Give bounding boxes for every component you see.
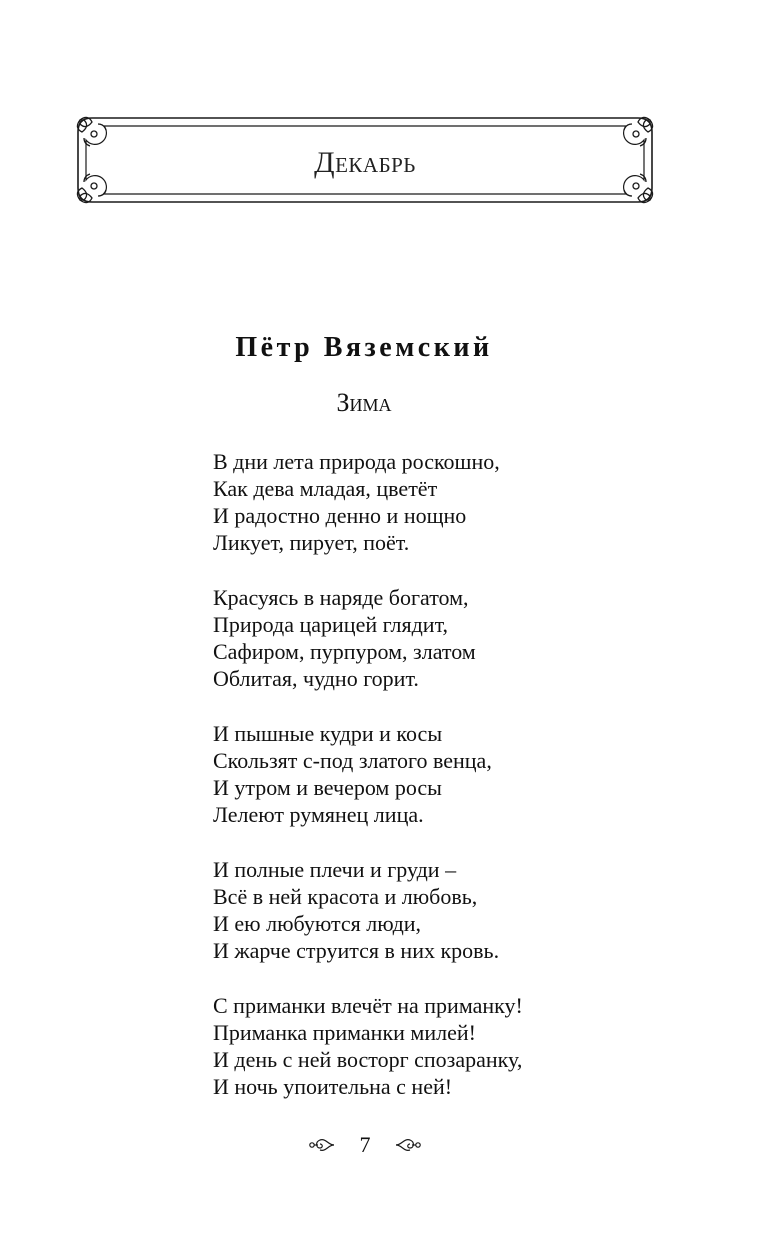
page-number: 7 [359, 1132, 371, 1157]
poem-line: И ночь упоительна с ней! [213, 1074, 453, 1099]
poem-line: И радостно денно и нощно [213, 503, 467, 528]
poem-line: В дни лета природа роскошно, [213, 449, 500, 474]
page-footer [300, 1128, 430, 1162]
poem-title: Зима [336, 388, 392, 417]
poem-body [213, 448, 633, 1128]
poem-line: Приманка приманки милей! [213, 1020, 476, 1045]
poem-line: И полные плечи и груди – [213, 857, 457, 882]
poem-line: С приманки влечёт на приманку! [213, 993, 523, 1018]
section-header-frame [70, 110, 660, 210]
poem-line: И пышные кудри и косы [213, 721, 443, 746]
poem-line: И ею любуются люди, [213, 911, 422, 936]
poem-line: И жарче струится в них кровь. [213, 938, 500, 963]
poem-line: И день с ней восторг спозаранку, [213, 1047, 523, 1072]
poem-line: Облитая, чудно горит. [213, 666, 419, 691]
stanza [213, 720, 633, 828]
poem-line: Красуясь в наряде богатом, [213, 585, 469, 610]
poem-line: И утром и вечером росы [213, 775, 442, 800]
stanza [213, 584, 633, 692]
poem-line: Лелеют румянец лица. [213, 802, 424, 827]
poem-line: Ликует, пирует, поёт. [213, 530, 410, 555]
poem-line: Всё в ней красота и любовь, [213, 884, 478, 909]
stanza [213, 992, 633, 1100]
poem-line: Природа царицей глядит, [213, 612, 449, 637]
flourish-right-icon [394, 1134, 422, 1156]
section-title: Декабрь [314, 146, 416, 179]
poem-author: Пётр Вяземский [235, 332, 493, 363]
stanza [213, 856, 633, 964]
poem-line: Сафиром, пурпуром, златом [213, 639, 476, 664]
poem-line: Скользят с-под златого венца, [213, 748, 492, 773]
stanza [213, 448, 633, 556]
poem-line: Как дева младая, цветёт [213, 476, 438, 501]
